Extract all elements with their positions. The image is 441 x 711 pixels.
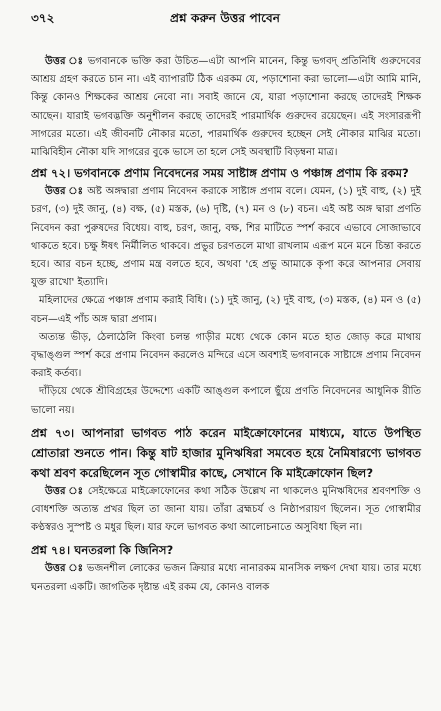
answer-paragraph <box>31 53 421 162</box>
answer-74-paragraph <box>31 560 421 596</box>
page-number: ৩৭২ <box>31 11 55 25</box>
answer-72-text: অষ্ট অঙ্গদ্বারা প্রণাম নিবেদন করাকে সাষ্টাঙ্গ প্রণাম বলে। যেমন, (১) দুই বাহু, (২) দুই চরণ, (৩) দুই জানু, (৪) বক্ষ, (৫) মস্তক, (৬) দৃষ্টি, (৭) মন ও (৮) বচন। এই অষ্ট অঙ্গ দ্বারা প্রণতি নিবেদন করা পুরুষদের বিধেয়। বাহু, চরণ, জানু, বক্ষ, শির মাটিতে স্পর্শ করবে এভাবে সোজাভাবে থাকতে হবে। চক্ষু ঈষৎ নির্মীলিত থাকবে। প্রভুর চরণতলে মাথা রাখলাম এরূপ মনে মনে চিন্তা করতে হবে। আর বচন হচ্ছে, প্রণাম মন্ত্র বলতে হবে, অথবা 'হে প্রভু আমাকে কৃপা করে আপনার সেবায় যুক্ত রাখো' ইত্যাদি। <box>31 186 422 289</box>
answer-label: উত্তর ঃ <box>45 56 84 67</box>
question-72: প্রশ্ন ৭২। ভগবানকে প্রণাম নিবেদনের সময় সাষ্টাঙ্গ প্রণাম ও পঞ্চাঙ্গ প্রণাম কি রকম? <box>31 166 409 181</box>
answer-74-text: ভজনশীল লোকের ভজন ক্রিয়ার মধ্যে নানারকম মানসিক লক্ষণ দেখা যায়। তার মধ্যে ঘনতরলা একটি। জাগতিক দৃষ্টান্ত এই রকম যে, কোনও বালক <box>31 563 422 593</box>
answer-72-women: মহিলাদের ক্ষেত্রে পঞ্চাঙ্গ প্রণাম করাই বিধি। (১) দুই জানু, (২) দুই বাহু, (৩) মস্তক, (৪) মন ও (৫) বচন—এই পাঁচ অঙ্গ দ্বারা প্রণাম। <box>31 295 421 325</box>
answer-72-label: উত্তর ঃ <box>45 186 84 198</box>
question-74: প্রশ্ন ৭৪। ঘনতরলা কি জিনিস? <box>31 543 174 558</box>
answer-72-crowd: অত্যন্ত ভীড়, ঠেলাঠেলি কিংবা চলন্ত গাড়ীর মধ্যে থেকে কোন মতে হাত জোড় করে মাথায় বৃদ্ধাঙ্গুল স্পর্শ করে প্রণাম নিবেদন করলেও মন্দিরে এসে অবশ্যই ভগবানকে সাষ্টাঙ্গে প্রণাম নিবেদন করাই কর্তব্য। <box>31 331 421 380</box>
answer-72-paragraph <box>31 183 421 292</box>
answer-text: ভগবানকে ভক্তি করা উচিত—এটা আপনি মানেন, কিন্তু ভগবদ্ প্রতিনিধি গুরুদেবের আশ্রয় গ্রহণ করতে চান না। এই ব্যাপারটি ঠিক এরকম যে, পড়াশোনা করা ভালো—এটা আমি মানি, কিন্তু কোনও শিক্ষকের আশ্রয় নেবো না। সবাই জানে যে, যারা পড়াশোনা করছে তাদেরই শিক্ষক আছেন। যারাই ভগবদ্ভক্তি অনুশীলন করছে তাদেরই পারমার্থিক গুরুদেব রয়েছেন। এই সংসাররূপী সাগরের মতো। এই জীবনটি নৌকার মতো, পারমার্থিক গুরুদেব হচ্ছেন সেই নৌকার মাঝির মতো। মাঝিবিহীন নৌকা যদি সাগরের বুকে ভাসে তা হলে সেই অবস্থাটি বিড়ম্বনা মাত্র। <box>31 56 421 159</box>
page-title: প্রশ্ন করুন উত্তর পাবেন <box>170 11 281 25</box>
page-header <box>31 10 421 28</box>
answer-73-label: উত্তর ঃ <box>45 485 84 497</box>
answer-74-label: উত্তর ঃ <box>45 563 84 575</box>
question-73: প্রশ্ন ৭৩। আপনারা ভাগবত পাঠ করেন মাইক্রোফোনের মাধ্যমে, যাতে উপস্থিত শ্রোতারা শুনতে পান। কিন্তু ষাট হাজার মুনিঋষিরা সমবেত হয়ে নৈমিষারণ্যে ভাগবত কথা শ্রবণ করেছিলেন সূত গোস্বামীর কাছে, সেখানে কি মাইক্রোফোন ছিল? <box>31 425 421 480</box>
answer-72-standing: দাঁড়িয়ে থেকে শ্রীবিগ্রহের উদ্দেশ্যে একটি আঙ্গুল কপালে ছুঁয়ে প্রণতি নিবেদনের আধুনিক রীতি ভালো নয়। <box>31 386 421 416</box>
answer-73-text: সেইক্ষেত্রে মাইক্রোফোনের কথা সঠিক উল্লেখ না থাকলেও মুনিঋষিদের শ্রবণশক্তি ও বোধশক্তি অত্যন্ত প্রখর ছিল তা জানা যায়। তাঁরা ব্রহ্মচর্য ও নিষ্ঠাপরায়ণ ছিলেন। সূত গোস্বামীর কণ্ঠস্বরও সুস্পষ্ট ও মধুর ছিল। যার ফলে ভাগবত কথা আলোচনাতে অসুবিধা ছিল না। <box>31 485 422 534</box>
answer-73-paragraph <box>31 483 421 538</box>
